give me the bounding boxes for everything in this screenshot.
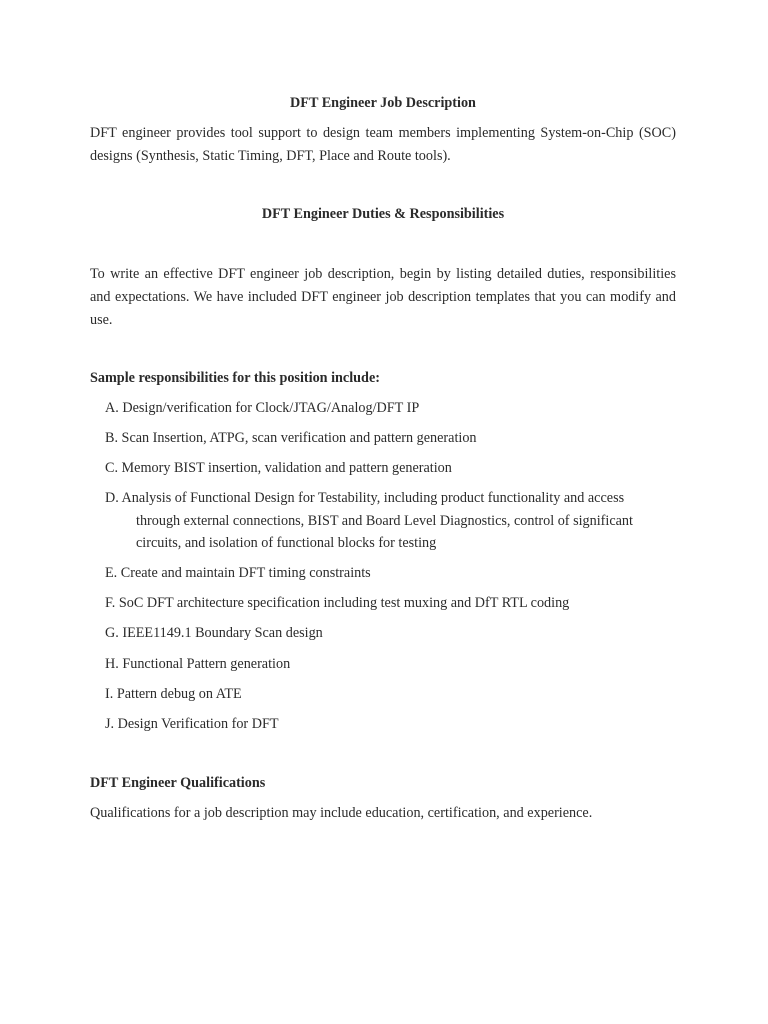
document-title: DFT Engineer Job Description	[290, 95, 476, 111]
list-item-text: C. Memory BIST insertion, validation and pattern generation	[105, 460, 452, 476]
list-item	[105, 487, 671, 555]
list-item-text: B. Scan Insertion, ATPG, scan verification and pattern generation	[105, 430, 477, 446]
list-item-text: F. SoC DFT architecture specification including test muxing and DfT RTL coding	[105, 595, 570, 611]
list-item-text: I. Pattern debug on ATE	[105, 686, 242, 702]
qualifications-text: Qualifications for a job description may include education, certification, and experience.	[90, 805, 593, 821]
duties-heading: DFT Engineer Duties & Responsibilities	[261, 206, 505, 222]
list-item	[105, 653, 671, 676]
list-item-text: G. IEEE1149.1 Boundary Scan design	[105, 625, 323, 641]
list-item-text: E. Create and maintain DFT timing constraints	[105, 565, 371, 581]
intro-paragraph: DFT engineer provides tool support to design team members implementing System-on-Chip (SOC) designs (Synthesis, Static Timing, DFT, Place and Route tools).	[90, 125, 676, 164]
list-item	[105, 713, 671, 736]
list-item	[105, 457, 671, 480]
list-item	[105, 592, 671, 615]
list-item	[105, 397, 671, 420]
list-item-text: H. Functional Pattern generation	[105, 656, 291, 672]
list-item-text: J. Design Verification for DFT	[105, 716, 279, 732]
list-item-text: A. Design/verification for Clock/JTAG/Analog/DFT IP	[105, 400, 420, 416]
list-item	[105, 562, 671, 585]
qualifications-heading: DFT Engineer Qualifications	[90, 775, 266, 791]
list-item-text: D. Analysis of Functional Design for Testability, including product functionality and access	[105, 490, 625, 506]
list-item-continuation: through external connections, BIST and Board Level Diagnostics, control of significant circuits, and isolation of functional blocks for testing	[136, 512, 633, 551]
sample-responsibilities-heading: Sample responsibilities for this position include:	[90, 370, 380, 386]
list-item	[105, 427, 671, 450]
duties-paragraph: To write an effective DFT engineer job description, begin by listing detailed duties, responsibilities and expectations. We have included DFT engineer job description templates that you can modify and use.	[90, 266, 676, 328]
list-item	[105, 683, 671, 706]
list-item	[105, 622, 671, 645]
